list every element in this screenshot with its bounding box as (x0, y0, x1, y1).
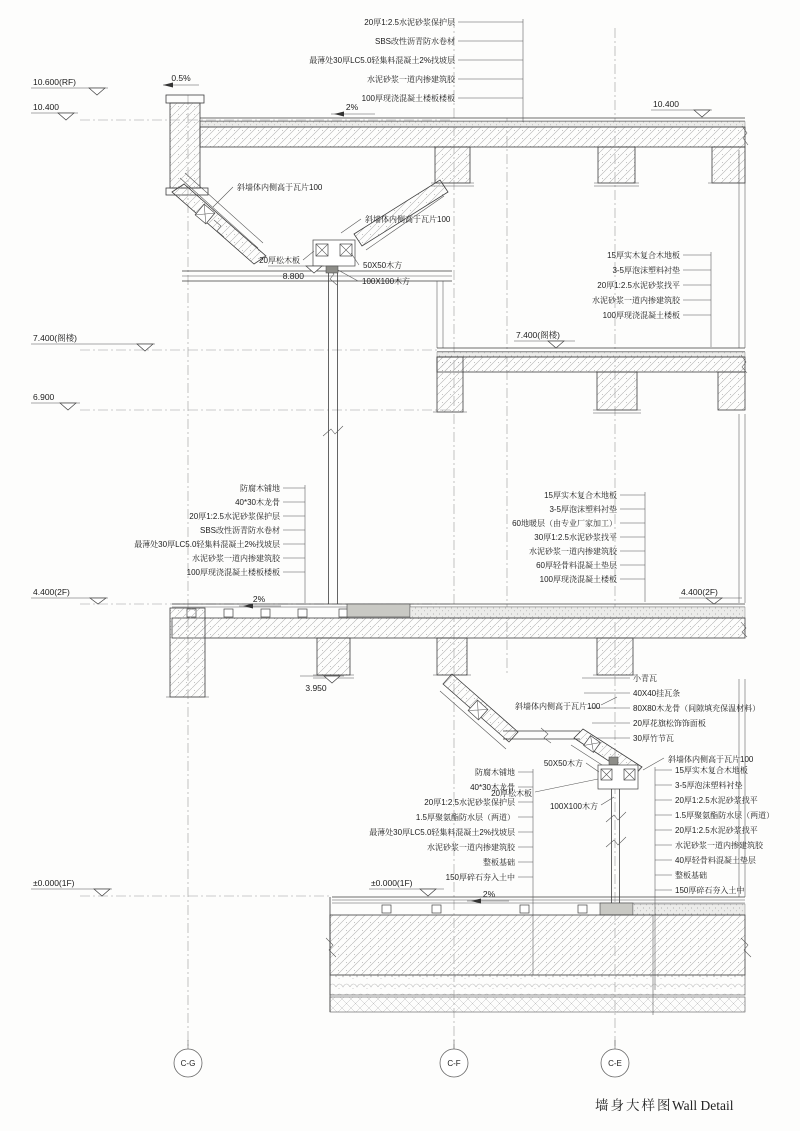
level-f2-left: 4.400(2F) (33, 587, 70, 597)
grid-bubbles (174, 1040, 629, 1077)
level-attic-left: 7.400(阁楼) (33, 333, 77, 343)
sloped-wall-callout: 斜墙体内侧高于瓦片100 (668, 755, 754, 764)
grid-bubble-ce: C-E (608, 1059, 622, 1068)
grid-bubble-cg: C-G (180, 1059, 196, 1068)
attic-floor-label: 20厚1:2.5水泥砂浆找平 (597, 281, 680, 290)
floor2-layer-label: 3-5厚泡沫塑料衬垫 (549, 505, 617, 514)
ground-right-label: 150厚碎石夯入土中 (675, 886, 745, 895)
terrace-layer-label: 水泥砂浆一道内掺建筑胶 (192, 554, 280, 563)
wood-50-callout: 50X50木方 (543, 759, 583, 768)
ground-left-label: 防腐木铺地 (475, 768, 515, 777)
attic-floor-label: 100厚现浇混凝土楼板 (602, 311, 680, 320)
pine-board-callout: 20厚松木板 (259, 256, 300, 265)
roof-layer-label: 20厚1:2.5水泥砂浆保护层 (364, 18, 455, 27)
level-f2-right: 4.400(2F) (681, 587, 718, 597)
attic-floor-label: 15厚实木复合木地板 (607, 251, 680, 260)
floor2-layer-label: 60厚轻骨料混凝土垫层 (536, 561, 617, 570)
roof-layer-label: SBS改性沥青防水卷材 (374, 37, 455, 46)
terrace-slope-label: 2% (252, 594, 266, 604)
slope-labels (163, 73, 509, 904)
level-roof-right: 10.400 (653, 99, 679, 109)
annotation-stack-floor2 (512, 490, 645, 602)
grid-bubble-cf: C-F (447, 1059, 461, 1068)
terrace-layer-label: 40*30木龙骨 (235, 498, 280, 507)
tile-roof-label: 30厚竹节瓦 (633, 734, 674, 743)
ground-right-label: 20厚1:2.5水泥砂浆找平 (675, 826, 758, 835)
level-roof-left: 10.400 (33, 102, 59, 112)
terrace-layer-label: SBS改性沥青防水卷材 (199, 526, 280, 535)
roof-slab (200, 118, 748, 186)
floor2-layer-label: 水泥砂浆一道内掺建筑胶 (529, 547, 617, 556)
ground-right-label: 1.5厚聚氨酯防水层（两道） (675, 811, 775, 820)
ground-right-label: 3-5厚泡沫塑料衬垫 (675, 781, 743, 790)
tile-roof-label: 40X40挂瓦条 (633, 689, 681, 698)
ground-right-label: 40厚轻骨料混凝土垫层 (675, 856, 756, 865)
ground-right-label: 整板基础 (675, 871, 707, 880)
terrace-layer-label: 最薄处30厚LC5.0轻集料混凝土2%找坡层 (134, 540, 280, 549)
floor2-layer-label: 30厚1:2.5水泥砂浆找平 (534, 533, 617, 542)
level-ridge: 8.800 (282, 271, 304, 281)
roof-layer-label: 水泥砂浆一道内掺建筑胶 (367, 75, 455, 84)
ground-right-label: 20厚1:2.5水泥砂浆找平 (675, 796, 758, 805)
parapet-slope-label: 0.5% (171, 73, 191, 83)
roof-layer-label: 最薄处30厚LC5.0轻集料混凝土2%找坡层 (309, 56, 455, 65)
terrace-layer-label: 20厚1:2.5水泥砂浆保护层 (189, 512, 280, 521)
wood-100-callout: 100X100木方 (362, 277, 411, 286)
break-mark-post2-b (606, 837, 626, 847)
level-f1-left: ±0.000(1F) (33, 878, 75, 888)
break-mark-band2 (541, 728, 551, 743)
break-mark-post2-a (606, 812, 626, 822)
ground-left-label: 整板基础 (483, 858, 515, 867)
ground-left-label: 水泥砂浆一道内掺建筑胶 (427, 843, 515, 852)
attic-slab (433, 281, 747, 413)
ground-slope-label: 2% (482, 889, 496, 899)
annotation-stack-attic-floor (592, 250, 711, 347)
ground-slab (326, 897, 751, 1015)
level-rf: 10.600(RF) (33, 77, 76, 87)
terrace-layer-label: 100厚现浇混凝土楼板楼板 (186, 568, 280, 577)
tile-roof-label: 80X80木龙骨（间隙填充保温材料） (633, 704, 761, 713)
roof-layer-label: 100厚现浇混凝土楼板楼板 (361, 94, 455, 103)
level-datum-lines (80, 120, 452, 896)
level-eave: 6.900 (33, 392, 55, 402)
ridge-beam-detail (313, 240, 355, 604)
ground-left-label: 150厚碎石夯入土中 (445, 873, 515, 882)
ground-left-label: 20厚1:2.5水泥砂浆保护层 (424, 798, 515, 807)
sloped-wall-callout: 斜墙体内侧高于瓦片100 (237, 183, 323, 192)
drawing-title (595, 1097, 734, 1113)
sloped-wall-callout: 斜墙体内侧高于瓦片100 (365, 215, 451, 224)
break-mark-post1 (323, 426, 343, 436)
annotation-stack-roof (309, 17, 523, 122)
floor2-layer-label: 60地暖层（由专业厂家加工） (512, 519, 617, 528)
ground-left-label: 1.5厚聚氨酯防水层（两道） (415, 813, 515, 822)
annotation-stack-tile-roof (582, 673, 760, 743)
annotation-stack-terrace (134, 483, 305, 603)
level-attic-right: 7.400(阁楼) (516, 330, 560, 340)
ground-left-label: 40*30木龙骨 (470, 783, 515, 792)
drawing-title-zh: 墙身大样图 (595, 1098, 673, 1113)
tile-roof-label: 20厚花旗松饰饰面板 (633, 719, 706, 728)
level-beam-bottom: 3.950 (305, 683, 327, 693)
ground-right-label: 15厚实木复合木地板 (675, 766, 748, 775)
tile-roof-label: 小青瓦 (633, 674, 657, 683)
drawing-title-en: Wall Detail (672, 1098, 734, 1113)
wood-50-callout: 50X50木方 (363, 261, 403, 270)
wood-100-callout: 100X100木方 (549, 802, 598, 811)
sloped-wall-callout: 斜墙体内侧高于瓦片100 (515, 702, 601, 711)
attic-floor-label: 水泥砂浆一道内掺建筑胶 (592, 296, 680, 305)
floor2-layer-label: 15厚实木复合木地板 (544, 491, 617, 500)
roof-slope-label: 2% (345, 102, 359, 112)
terrace-layer-label: 防腐木铺地 (240, 484, 280, 493)
attic-floor-label: 3-5厚泡沫塑料衬垫 (612, 266, 680, 275)
level-f1-mid: ±0.000(1F) (371, 878, 413, 888)
pine-board-callout: 20厚松木板 (491, 789, 532, 798)
ground-left-label: 最薄处30厚LC5.0轻集料混凝土2%找坡层 (369, 828, 515, 837)
floor2-layer-label: 100厚现浇混凝土楼板 (539, 575, 617, 584)
ground-right-label: 水泥砂浆一道内掺建筑胶 (675, 841, 763, 850)
